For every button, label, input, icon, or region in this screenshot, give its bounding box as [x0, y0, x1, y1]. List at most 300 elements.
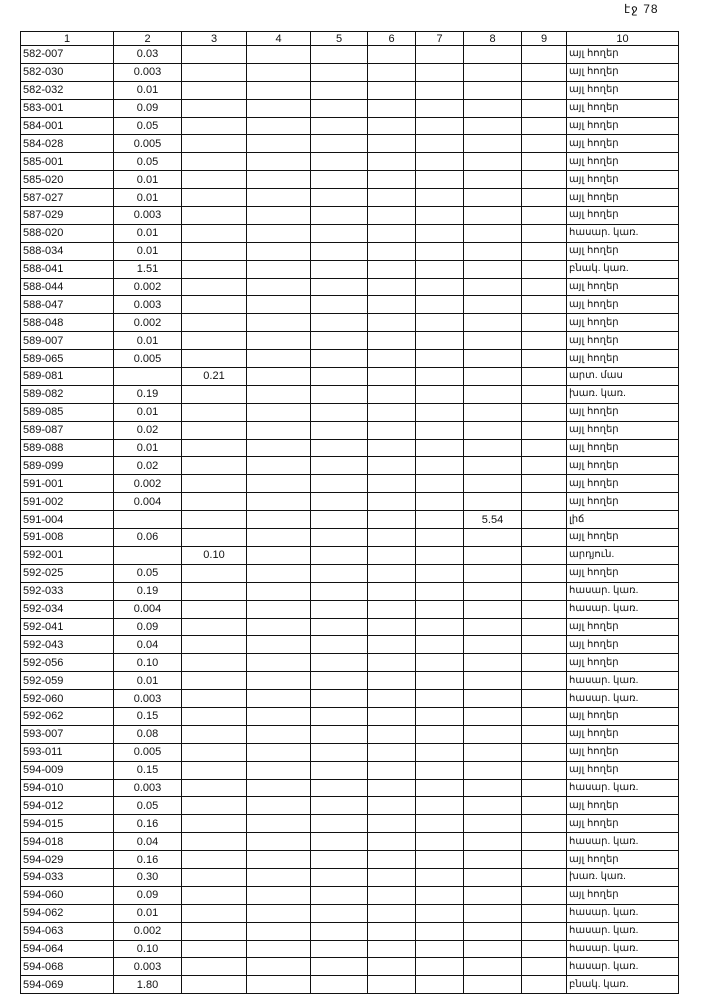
cell-col-3 [182, 672, 247, 690]
cell-col-6 [368, 385, 416, 403]
cell-col-5 [311, 189, 368, 207]
cell-col-7 [416, 564, 464, 582]
table-row [21, 135, 679, 153]
cell-col-2: 0.005 [114, 350, 182, 368]
cell-col-8 [464, 922, 522, 940]
cell-col-3 [182, 296, 247, 314]
column-header-4: 4 [247, 32, 311, 46]
cell-col-8 [464, 189, 522, 207]
cell-col-10: այլ հողեր [567, 654, 679, 672]
cell-col-7 [416, 421, 464, 439]
cell-col-4 [247, 403, 311, 421]
cell-col-4 [247, 976, 311, 994]
cell-col-4 [247, 278, 311, 296]
cell-col-2 [114, 511, 182, 529]
table-row [21, 833, 679, 851]
table-row [21, 242, 679, 260]
cell-col-1: 594-012 [21, 797, 114, 815]
cell-col-3 [182, 260, 247, 278]
cell-col-7 [416, 117, 464, 135]
cell-col-10: խառ. կառ. [567, 868, 679, 886]
cell-col-10: այլ հողեր [567, 153, 679, 171]
cell-col-9 [522, 350, 567, 368]
cell-col-9 [522, 207, 567, 225]
cell-col-10: այլ հողեր [567, 851, 679, 869]
cell-col-3 [182, 636, 247, 654]
table-row [21, 493, 679, 511]
cell-col-7 [416, 403, 464, 421]
cell-col-2 [114, 368, 182, 386]
cell-col-1: 594-010 [21, 779, 114, 797]
cell-col-9 [522, 117, 567, 135]
cell-col-1: 588-044 [21, 278, 114, 296]
cell-col-3 [182, 761, 247, 779]
cell-col-2: 0.01 [114, 439, 182, 457]
cell-col-1: 588-034 [21, 242, 114, 260]
cell-col-6 [368, 242, 416, 260]
cell-col-3 [182, 439, 247, 457]
cell-col-7 [416, 976, 464, 994]
table-row [21, 922, 679, 940]
cell-col-8 [464, 171, 522, 189]
cell-col-4 [247, 260, 311, 278]
table-row [21, 117, 679, 135]
cell-col-1: 592-056 [21, 654, 114, 672]
cell-col-4 [247, 564, 311, 582]
cell-col-9 [522, 224, 567, 242]
cell-col-9 [522, 475, 567, 493]
cell-col-8 [464, 278, 522, 296]
cell-col-5 [311, 350, 368, 368]
cell-col-8 [464, 332, 522, 350]
cell-col-7 [416, 385, 464, 403]
cell-col-2: 0.19 [114, 385, 182, 403]
cell-col-10: բնակ. կառ. [567, 976, 679, 994]
cell-col-6 [368, 171, 416, 189]
cell-col-8 [464, 797, 522, 815]
cell-col-2: 0.003 [114, 958, 182, 976]
cell-col-1: 585-001 [21, 153, 114, 171]
cell-col-1: 585-020 [21, 171, 114, 189]
table-row [21, 886, 679, 904]
table-row [21, 904, 679, 922]
cell-col-4 [247, 636, 311, 654]
cell-col-4 [247, 475, 311, 493]
cell-col-2: 0.04 [114, 833, 182, 851]
cell-col-9 [522, 886, 567, 904]
table-row [21, 636, 679, 654]
cell-col-1: 589-088 [21, 439, 114, 457]
cell-col-10: խառ. կառ. [567, 385, 679, 403]
cell-col-7 [416, 851, 464, 869]
cell-col-4 [247, 439, 311, 457]
cell-col-1: 594-018 [21, 833, 114, 851]
cell-col-5 [311, 743, 368, 761]
cell-col-7 [416, 779, 464, 797]
cell-col-2: 0.002 [114, 475, 182, 493]
cell-col-1: 589-085 [21, 403, 114, 421]
cell-col-2: 0.002 [114, 278, 182, 296]
cell-col-5 [311, 224, 368, 242]
cell-col-8 [464, 833, 522, 851]
cell-col-6 [368, 886, 416, 904]
cell-col-5 [311, 296, 368, 314]
cell-col-8 [464, 207, 522, 225]
cell-col-6 [368, 904, 416, 922]
cell-col-3 [182, 242, 247, 260]
cell-col-5 [311, 725, 368, 743]
cell-col-5 [311, 475, 368, 493]
cell-col-4 [247, 582, 311, 600]
table-row [21, 690, 679, 708]
cell-col-1: 584-001 [21, 117, 114, 135]
cell-col-2: 0.05 [114, 117, 182, 135]
cell-col-1: 592-043 [21, 636, 114, 654]
cell-col-5 [311, 63, 368, 81]
cell-col-10: այլ հողեր [567, 886, 679, 904]
cell-col-3 [182, 922, 247, 940]
cell-col-1: 589-081 [21, 368, 114, 386]
cell-col-1: 594-033 [21, 868, 114, 886]
cell-col-7 [416, 743, 464, 761]
cell-col-4 [247, 493, 311, 511]
cell-col-2: 0.003 [114, 690, 182, 708]
cell-col-8 [464, 958, 522, 976]
table-row [21, 851, 679, 869]
cell-col-1: 593-011 [21, 743, 114, 761]
cell-col-6 [368, 779, 416, 797]
cell-col-5 [311, 958, 368, 976]
cell-col-3 [182, 940, 247, 958]
cell-col-2 [114, 546, 182, 564]
cell-col-6 [368, 958, 416, 976]
cell-col-1: 594-060 [21, 886, 114, 904]
table-row [21, 815, 679, 833]
cell-col-1: 594-015 [21, 815, 114, 833]
cell-col-8 [464, 529, 522, 547]
cell-col-9 [522, 368, 567, 386]
cell-col-5 [311, 761, 368, 779]
cell-col-7 [416, 46, 464, 64]
cell-col-9 [522, 922, 567, 940]
cell-col-10: հասար. կառ. [567, 224, 679, 242]
cell-col-8 [464, 940, 522, 958]
cell-col-2: 0.10 [114, 940, 182, 958]
table-header-row [21, 32, 679, 46]
cell-col-10: այլ հողեր [567, 242, 679, 260]
cell-col-9 [522, 725, 567, 743]
cell-col-8 [464, 546, 522, 564]
cell-col-9 [522, 904, 567, 922]
cell-col-6 [368, 314, 416, 332]
cell-col-10: այլ հողեր [567, 135, 679, 153]
cell-col-7 [416, 940, 464, 958]
cell-col-1: 589-087 [21, 421, 114, 439]
cell-col-8 [464, 260, 522, 278]
cell-col-1: 591-008 [21, 529, 114, 547]
cell-col-10: այլ հողեր [567, 564, 679, 582]
cell-col-4 [247, 904, 311, 922]
cell-col-7 [416, 332, 464, 350]
cell-col-1: 587-029 [21, 207, 114, 225]
cell-col-7 [416, 314, 464, 332]
cell-col-2: 1.80 [114, 976, 182, 994]
cell-col-8 [464, 314, 522, 332]
cell-col-2: 0.002 [114, 922, 182, 940]
cell-col-10: այլ հողեր [567, 707, 679, 725]
cell-col-6 [368, 636, 416, 654]
cell-col-6 [368, 421, 416, 439]
cell-col-8 [464, 46, 522, 64]
cell-col-7 [416, 511, 464, 529]
cell-col-10: հասար. կառ. [567, 833, 679, 851]
cell-col-5 [311, 403, 368, 421]
cell-col-9 [522, 511, 567, 529]
cell-col-10: այլ հողեր [567, 439, 679, 457]
cell-col-7 [416, 672, 464, 690]
cell-col-1: 582-030 [21, 63, 114, 81]
cell-col-2: 0.01 [114, 242, 182, 260]
cell-col-10: այլ հողեր [567, 421, 679, 439]
cell-col-4 [247, 314, 311, 332]
cell-col-6 [368, 207, 416, 225]
cell-col-7 [416, 529, 464, 547]
cell-col-10: բնակ. կառ. [567, 260, 679, 278]
cell-col-4 [247, 117, 311, 135]
cell-col-9 [522, 976, 567, 994]
cell-col-8 [464, 403, 522, 421]
cell-col-8 [464, 779, 522, 797]
cell-col-3 [182, 314, 247, 332]
column-header-2: 2 [114, 32, 182, 46]
cell-col-10: հասար. կառ. [567, 672, 679, 690]
cell-col-3 [182, 725, 247, 743]
table-row [21, 564, 679, 582]
table-row [21, 511, 679, 529]
cell-col-9 [522, 260, 567, 278]
cell-col-1: 587-027 [21, 189, 114, 207]
cell-col-6 [368, 672, 416, 690]
cell-col-10: այլ հողեր [567, 117, 679, 135]
cell-col-2: 0.003 [114, 779, 182, 797]
cell-col-10: այլ հողեր [567, 350, 679, 368]
table-row [21, 725, 679, 743]
cell-col-6 [368, 976, 416, 994]
cell-col-1: 591-002 [21, 493, 114, 511]
cell-col-8 [464, 564, 522, 582]
cell-col-10: հասար. կառ. [567, 904, 679, 922]
cell-col-6 [368, 493, 416, 511]
table-row [21, 582, 679, 600]
cell-col-6 [368, 99, 416, 117]
cell-col-5 [311, 707, 368, 725]
cell-col-5 [311, 779, 368, 797]
cell-col-4 [247, 600, 311, 618]
cell-col-7 [416, 546, 464, 564]
cell-col-4 [247, 99, 311, 117]
cell-col-8 [464, 81, 522, 99]
cell-col-8 [464, 63, 522, 81]
cell-col-8 [464, 385, 522, 403]
cell-col-5 [311, 278, 368, 296]
cell-col-7 [416, 725, 464, 743]
cell-col-3 [182, 189, 247, 207]
cell-col-6 [368, 851, 416, 869]
cell-col-4 [247, 189, 311, 207]
table-row [21, 189, 679, 207]
cell-col-6 [368, 868, 416, 886]
cell-col-7 [416, 761, 464, 779]
cell-col-5 [311, 511, 368, 529]
cell-col-9 [522, 457, 567, 475]
cell-col-6 [368, 46, 416, 64]
cell-col-5 [311, 493, 368, 511]
cell-col-7 [416, 833, 464, 851]
cell-col-3 [182, 493, 247, 511]
cell-col-2: 0.003 [114, 207, 182, 225]
cell-col-3 [182, 153, 247, 171]
column-header-6: 6 [368, 32, 416, 46]
cell-col-2: 0.01 [114, 403, 182, 421]
cell-col-8 [464, 135, 522, 153]
cell-col-8 [464, 976, 522, 994]
cell-col-7 [416, 153, 464, 171]
table-row [21, 672, 679, 690]
cell-col-5 [311, 976, 368, 994]
cell-col-5 [311, 207, 368, 225]
table-body [21, 46, 679, 994]
cell-col-6 [368, 135, 416, 153]
cell-col-2: 0.19 [114, 582, 182, 600]
cell-col-4 [247, 654, 311, 672]
cell-col-2: 0.06 [114, 529, 182, 547]
cell-col-8 [464, 224, 522, 242]
table-row [21, 654, 679, 672]
cell-col-6 [368, 654, 416, 672]
cell-col-9 [522, 63, 567, 81]
cell-col-9 [522, 743, 567, 761]
cell-col-2: 0.05 [114, 797, 182, 815]
cell-col-1: 594-009 [21, 761, 114, 779]
table-row [21, 457, 679, 475]
cell-col-1: 594-063 [21, 922, 114, 940]
cell-col-10: այլ հողեր [567, 797, 679, 815]
cell-col-9 [522, 958, 567, 976]
cell-col-3 [182, 350, 247, 368]
cell-col-3 [182, 46, 247, 64]
cell-col-10: այլ հողեր [567, 618, 679, 636]
cell-col-10: այլ հողեր [567, 278, 679, 296]
cell-col-9 [522, 439, 567, 457]
cell-col-5 [311, 851, 368, 869]
cell-col-4 [247, 153, 311, 171]
cell-col-3 [182, 385, 247, 403]
table-row [21, 976, 679, 994]
cell-col-7 [416, 475, 464, 493]
cell-col-3 [182, 135, 247, 153]
cell-col-7 [416, 63, 464, 81]
cell-col-4 [247, 421, 311, 439]
cell-col-4 [247, 958, 311, 976]
cell-col-4 [247, 135, 311, 153]
cell-col-9 [522, 707, 567, 725]
cell-col-8 [464, 242, 522, 260]
cell-col-3 [182, 743, 247, 761]
cell-col-9 [522, 636, 567, 654]
cell-col-3 [182, 958, 247, 976]
cell-col-2: 0.04 [114, 636, 182, 654]
cell-col-1: 592-062 [21, 707, 114, 725]
cell-col-9 [522, 46, 567, 64]
table-row [21, 350, 679, 368]
cell-col-8 [464, 350, 522, 368]
cell-col-2: 0.01 [114, 332, 182, 350]
cell-col-4 [247, 296, 311, 314]
cell-col-3 [182, 403, 247, 421]
cell-col-6 [368, 260, 416, 278]
cell-col-3 [182, 976, 247, 994]
cell-col-8 [464, 636, 522, 654]
table-row [21, 600, 679, 618]
cell-col-8 [464, 296, 522, 314]
cell-col-7 [416, 135, 464, 153]
cell-col-3 [182, 564, 247, 582]
cell-col-8 [464, 582, 522, 600]
cell-col-10: այլ հողեր [567, 815, 679, 833]
cell-col-10: հասար. կառ. [567, 690, 679, 708]
cell-col-7 [416, 278, 464, 296]
table-row [21, 153, 679, 171]
cell-col-2: 0.02 [114, 457, 182, 475]
cell-col-8 [464, 886, 522, 904]
cell-col-4 [247, 63, 311, 81]
cell-col-9 [522, 314, 567, 332]
cell-col-3 [182, 886, 247, 904]
cell-col-6 [368, 368, 416, 386]
cell-col-2: 0.08 [114, 725, 182, 743]
cell-col-7 [416, 922, 464, 940]
cell-col-6 [368, 940, 416, 958]
cell-col-7 [416, 797, 464, 815]
cell-col-7 [416, 350, 464, 368]
cell-col-7 [416, 457, 464, 475]
table-row [21, 278, 679, 296]
table-row [21, 761, 679, 779]
cell-col-7 [416, 958, 464, 976]
cell-col-1: 592-025 [21, 564, 114, 582]
cell-col-5 [311, 117, 368, 135]
cell-col-7 [416, 260, 464, 278]
cell-col-1: 588-041 [21, 260, 114, 278]
cell-col-2: 0.02 [114, 421, 182, 439]
cell-col-8 [464, 475, 522, 493]
cell-col-6 [368, 725, 416, 743]
cell-col-5 [311, 457, 368, 475]
cell-col-4 [247, 886, 311, 904]
cell-col-3: 0.10 [182, 546, 247, 564]
cell-col-9 [522, 242, 567, 260]
cell-col-9 [522, 654, 567, 672]
cell-col-3 [182, 207, 247, 225]
cell-col-9 [522, 618, 567, 636]
cell-col-1: 589-082 [21, 385, 114, 403]
table-row [21, 368, 679, 386]
cell-col-2: 0.05 [114, 153, 182, 171]
cell-col-10: այլ հողեր [567, 475, 679, 493]
cell-col-5 [311, 81, 368, 99]
cell-col-9 [522, 403, 567, 421]
cell-col-4 [247, 922, 311, 940]
